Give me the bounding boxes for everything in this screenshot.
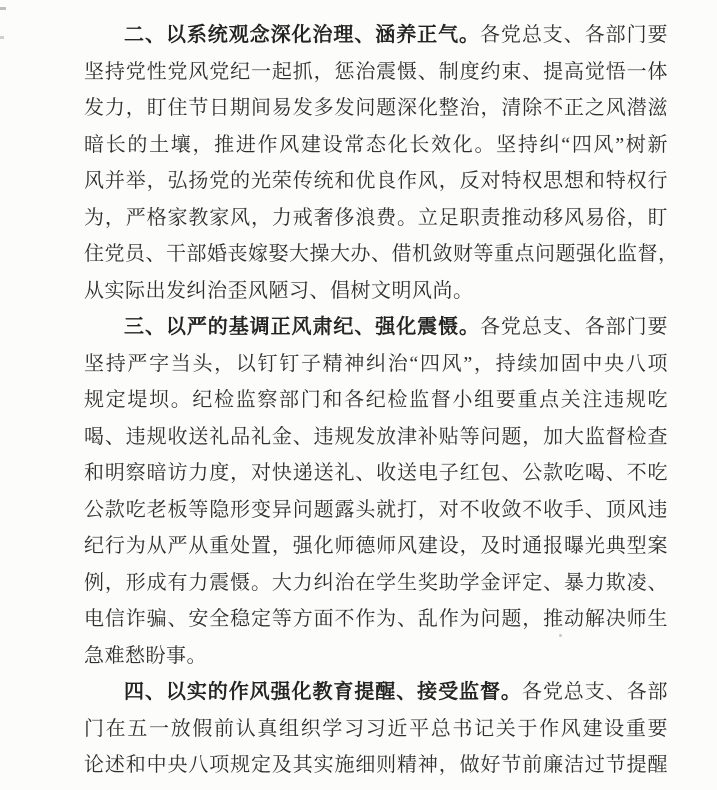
text-line — [84, 90, 668, 127]
line-text: 门在五一放假前认真组织学习习近平总书记关于作风建设重要 — [84, 717, 668, 740]
text-line — [84, 528, 668, 565]
text-line — [84, 200, 668, 237]
line-text: 各党总支、各部 — [521, 681, 669, 703]
line-text: 各党总支、各部门要 — [479, 24, 669, 46]
line-text: 坚持严字当头，以钉钉子精神纠治“四风”，持续加固中央八项 — [84, 352, 668, 375]
text-line — [84, 638, 668, 675]
text-line — [84, 747, 668, 784]
line-text: 暗长的土壤，推进作风建设常态化长效化。坚持纠“四风”树新 — [84, 133, 668, 156]
text-line — [84, 127, 668, 164]
text-line — [84, 273, 668, 310]
line-text: 坚持党性党风党纪一起抓，惩治震慑、制度约束、提高觉悟一体 — [84, 60, 668, 83]
line-text: 例，形成有力震慑。大力纠治在学生奖助学金评定、暴力欺凌、 — [84, 571, 668, 594]
line-text: 各党总支、各部门要 — [479, 316, 669, 338]
text-line — [84, 309, 668, 346]
text-line — [84, 674, 668, 711]
line-text: 住党员、干部婚丧嫁娶大操大办、借机敛财等重点问题强化监督， — [84, 243, 679, 265]
line-text: 风并举，弘扬党的光荣传统和优良作风，反对特权思想和特权行 — [84, 170, 668, 192]
section-heading: 二、以系统观念深化治理、涵养正气。 — [124, 24, 480, 46]
line-text: 论述和中央八项规定及其实施细则精神，做好节前廉洁过节提醒 — [84, 754, 668, 776]
text-line — [84, 54, 668, 91]
text-line — [84, 711, 668, 748]
text-line — [84, 236, 679, 273]
scan-artifact — [0, 7, 6, 10]
line-text: 急难愁盼事。 — [84, 644, 207, 667]
text-line — [84, 163, 668, 200]
scan-artifact — [0, 36, 4, 39]
text-line — [84, 565, 668, 602]
line-text: 喝、违规收送礼品礼金、违规发放津补贴等问题，加大监督检查 — [84, 425, 668, 448]
text-line — [84, 419, 668, 456]
text-line — [84, 346, 668, 383]
line-text: 公款吃老板等隐形变异问题露头就打，对不收敛不收手、顶风违 — [84, 498, 668, 521]
line-text: 纪行为从严从重处置，强化师德师风建设，及时通报曝光典型案 — [84, 535, 668, 557]
text-line — [84, 17, 668, 54]
line-text: 从实际出发纠治歪风陋习、倡树文明风尚。 — [84, 279, 474, 302]
section-heading: 三、以严的基调正风肃纪、强化震慑。 — [124, 316, 480, 338]
text-line — [84, 601, 668, 638]
line-text: 电信诈骗、安全稳定等方面不作为、乱作为问题，推动解决师生 — [84, 608, 668, 630]
text-line — [84, 455, 668, 492]
line-text: 规定堤坝。纪检监察部门和各纪检监督小组要重点关注违规吃 — [84, 389, 668, 411]
text-line — [84, 492, 668, 529]
section-heading: 四、以实的作风强化教育提醒、接受监督。 — [124, 681, 522, 703]
line-text: 发力，盯住节日期间易发多发问题深化整治，清除不正之风潜滋 — [84, 97, 668, 119]
line-text: 为，严格家教家风，力戒奢侈浪费。立足职责推动移风易俗，盯 — [84, 206, 668, 229]
text-line — [84, 382, 668, 419]
line-text: 和明察暗访力度，对快递送礼、收送电子红包、公款吃喝、不吃 — [84, 462, 668, 484]
document-body — [84, 17, 679, 784]
